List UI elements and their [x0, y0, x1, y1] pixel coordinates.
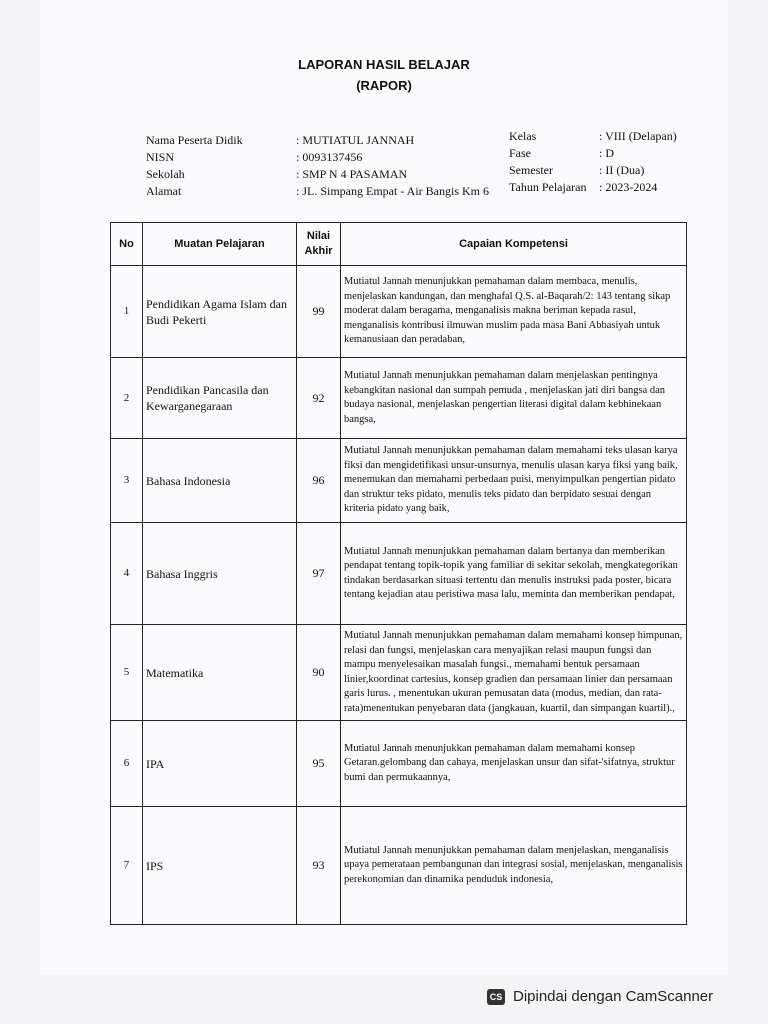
- camscanner-logo-icon: CS: [487, 989, 505, 1005]
- row-no: 7: [111, 807, 143, 925]
- semester-label: Semester: [509, 163, 553, 177]
- row-subject: Matematika: [143, 625, 297, 721]
- class-label: Kelas: [509, 129, 537, 143]
- row-score: 90: [297, 625, 341, 721]
- row-subject: Pendidikan Agama Islam dan Budi Pekerti: [143, 266, 297, 358]
- row-score: 95: [297, 721, 341, 807]
- row-subject: Bahasa Indonesia: [143, 439, 297, 523]
- row-no: 4: [111, 523, 143, 625]
- row-competency: Mutiatul Jannah menunjukkan pemahaman dalam memahami konsep himpunan, relasi dan fungsi, menjelaskan cara menyajikan relasi maupun fungsi dan mampu menyelesaikan masalah fungsi., memahami bentuk persamaan linier,koordinat cartesius, konsep gradien dan persamaan linier dan persamaan garis lurus. , menentukan ukuran pemusatan data (modus, median, dan rata-rata)menentukan penyebaran data (jangkauan, kuartil, dan simpangan kuartil).,: [341, 625, 687, 721]
- row-score: 92: [297, 358, 341, 439]
- row-subject: IPS: [143, 807, 297, 925]
- grades-table: [110, 222, 687, 925]
- student-info-left: [146, 132, 489, 200]
- table-row: [111, 625, 687, 721]
- header-no: No: [111, 223, 143, 266]
- row-competency: Mutiatul Jannah menunjukkan pemahaman dalam memahami teks ulasan karya fiksi dan mengidetifikasi unsur-unsurnya, menulis ulasan karya fiksi yang baik, menemukan dan memahami perbedaan puisi, menyimpulkan pengertian pidato dan struktur teks pidato, menulis teks pidato dan berpidato sesuai dengan kriteria pidato yang baik,: [341, 439, 687, 523]
- row-no: 3: [111, 439, 143, 523]
- row-subject: Bahasa Inggris: [143, 523, 297, 625]
- row-score: 93: [297, 807, 341, 925]
- row-score: 99: [297, 266, 341, 358]
- student-address: : JL. Simpang Empat - Air Bangis Km 6: [296, 184, 489, 198]
- row-competency: Mutiatul Jannah menunjukkan pemahaman dalam menjelaskan, menganalisis upaya pemerataan pembangunan dan integrasi sosial, menjelaskan, menganalisis perekonomian dan dinamika penduduk indonesia,: [341, 807, 687, 925]
- phase-label: Fase: [509, 146, 531, 160]
- student-phase: : D: [599, 146, 614, 160]
- student-class: : VIII (Delapan): [599, 129, 677, 143]
- table-row: [111, 807, 687, 925]
- row-no: 1: [111, 266, 143, 358]
- address-label: Alamat: [146, 184, 182, 198]
- report-title: LAPORAN HASIL BELAJAR: [298, 57, 470, 72]
- row-no: 5: [111, 625, 143, 721]
- row-no: 6: [111, 721, 143, 807]
- nisn-label: NISN: [146, 150, 175, 164]
- report-subtitle: (RAPOR): [356, 78, 412, 93]
- name-label: Nama Peserta Didik: [146, 133, 243, 147]
- row-score: 96: [297, 439, 341, 523]
- student-name: : MUTIATUL JANNAH: [296, 133, 415, 147]
- row-subject: Pendidikan Pancasila dan Kewarganegaraan: [143, 358, 297, 439]
- student-semester: : II (Dua): [599, 163, 645, 177]
- header-subject: Muatan Pelajaran: [143, 223, 297, 266]
- header-competency: Capaian Kompetensi: [341, 223, 687, 266]
- school-label: Sekolah: [146, 167, 185, 181]
- year-label: Tahun Pelajaran: [509, 180, 587, 194]
- student-nisn: : 0093137456: [296, 150, 363, 164]
- row-competency: Mutiatul Jannah menunjukkan pemahaman dalam bertanya dan memberikan pendapat tentang topik-topik yang familiar di sekitar sekolah, mengkategorikan tindakan berdasarkan situasi tertentu dan menulis instruksi pada poster, bicara tentang kejadian atau peristiwa masa lalu, meminta dan memberikan pendapat,: [341, 523, 687, 625]
- watermark-text: Dipindai dengan CamScanner: [513, 988, 714, 1005]
- row-competency: Mutiatul Jannah menunjukkan pemahaman dalam menjelaskan pentingnya kebangkitan nasional dan sumpah pemuda , menjelaskan jati diri bangsa dan budaya nasional, menjelaskan pengertian literasi digital dalam kebhinekaan bangsa,: [341, 358, 687, 439]
- student-year: : 2023-2024: [599, 180, 658, 194]
- student-school: : SMP N 4 PASAMAN: [296, 167, 408, 181]
- table-row: [111, 358, 687, 439]
- camscanner-watermark: [487, 988, 713, 1005]
- row-competency: Mutiatul Jannah menunjukkan pemahaman dalam memahami konsep Getaran.gelombang dan cahaya, menjelaskan unsur dan sifat-'sifatnya, struktur bumi dan permukaannya,: [341, 721, 687, 807]
- table-row: [111, 266, 687, 358]
- header-score: Nilai Akhir: [297, 223, 341, 266]
- student-info-right: [509, 128, 677, 196]
- row-no: 2: [111, 358, 143, 439]
- table-row: [111, 439, 687, 523]
- row-score: 97: [297, 523, 341, 625]
- table-row: [111, 721, 687, 807]
- table-row: [111, 523, 687, 625]
- row-competency: Mutiatul Jannah menunjukkan pemahaman dalam membaca, menulis, menjelaskan kandungan, dan menghafal Q.S. al-Baqarah/2: 143 tentang sikap moderat dalam beragama, menganalisis makna beriman kepada rasul, menganalisis kontribusi ilmuwan muslim pada masa Bani Abbasiyah untuk kemanusiaan dan peradaban,: [341, 266, 687, 358]
- row-subject: IPA: [143, 721, 297, 807]
